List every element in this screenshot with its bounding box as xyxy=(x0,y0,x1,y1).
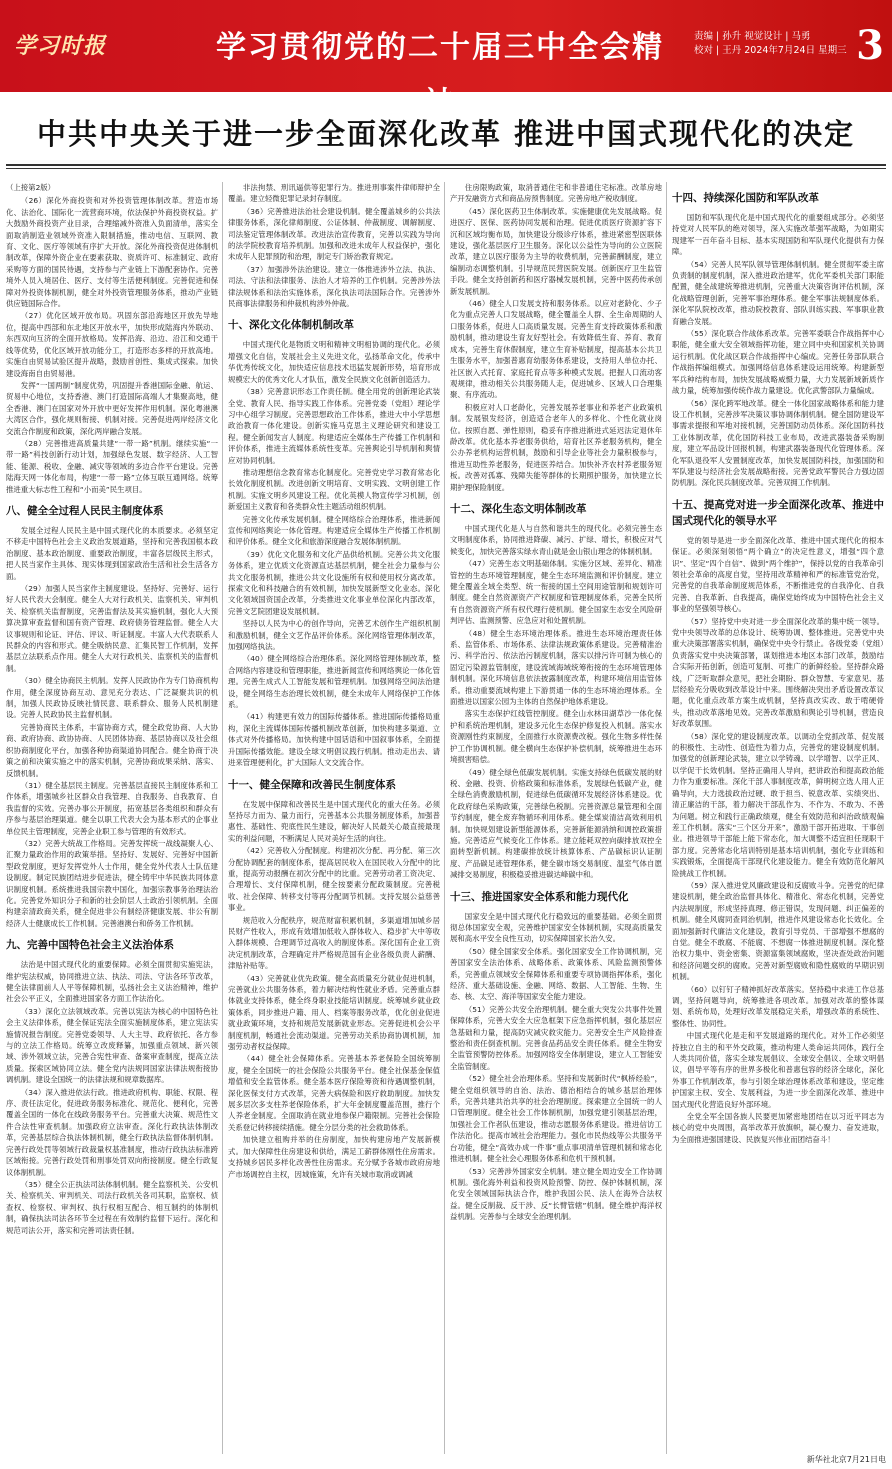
paragraph: （51）完善公共安全治理机制。健全重大突发公共事件处置保障体系，完善大安全大应急框架下应急指挥机制，强化基层应急基础和力量，提高防灾减灾救灾能力。完善安全生产风险排查整治和责任倒查机制。完善食品药品安全责任体系。健全生物安全监管预警防控体系。加强网络安全体制建设，建立人工智能安全监管制度。 xyxy=(450,1004,662,1071)
paragraph: 推动理想信念教育常态化制度化。完善党史学习教育常态化长效化制度机制。改进创新文明培育、文明实践、文明创建工作机制。实施文明乡风建设工程。优化英模人物宣传学习机制，创新爱国主义教育和各类群众性主题活动组织机制。 xyxy=(228,467,440,512)
paragraph: （49）健全绿色低碳发展机制。实施支持绿色低碳发展的财税、金融、投资、价格政策和标准体系，发展绿色低碳产业，健全绿色消费激励机制，促进绿色低碳循环发展经济体系建设。优化政府绿色采购政策，完善绿色税制。完善资源总量管理和全面节约制度，健全废弃物循环利用体系。健全煤炭清洁高效利用机制。加快规划建设新型能源体系，完善新能源消纳和调控政策措施。完善适应气候变化工作体系。建立能耗双控向碳排放双控全面转型新机制。构建碳排放统计核算体系、产品碳标识认证制度、产品碳足迹管理体系，健全碳市场交易制度、温室气体自愿减排交易制度，积极稳妥推进碳达峰碳中和。 xyxy=(450,767,662,880)
column-4 xyxy=(672,182,884,1454)
paragraph: 住房限购政策，取消普通住宅和非普通住宅标准。改革房地产开发融资方式和商品房预售制度。完善房地产税收制度。 xyxy=(450,183,662,204)
paragraph: （56）深化跨军地改革。健全一体化国家战略体系和能力建设工作机制，完善涉军决策议事协调体制机制。健全国防建设军事需求提报和军地对接机制，完善国防动员体系。深化国防科技工业体制改革，优化国防科技工业布局，改进武器装备采购制度，建立军品设计回报机制，构建武器装备现代化管理体系。深化军队退役军人安置制度改革，加快发展国防科技，加强国防和军队建设与经济社会发展战略衔接。完善党政军警民合力强边固防机制。深化民兵制度改革。完善双拥工作机制。 xyxy=(672,398,884,488)
masthead-band xyxy=(0,0,892,121)
section-heading: 十一、健全保障和改善民生制度体系 xyxy=(228,778,396,791)
paragraph: 国防和军队现代化是中国式现代化的重要组成部分。必须坚持党对人民军队的绝对领导，深入实施改革强军战略，为如期实现建军一百年奋斗目标、基本实现国防和军队现代化提供有力保障。 xyxy=(672,213,884,257)
paragraph: （50）健全国家安全体系。强化国家安全工作协调机制，完善国家安全法治体系、战略体系、政策体系、风险监测预警体系，完善重点领域安全保障体系和重要专项协调指挥体系，强化经济、重大基础设施、金融、网络、数据、人工智能、生物、生态、核、太空、海洋等国家安全能力建设。 xyxy=(450,946,662,1002)
title-rule-bottom xyxy=(6,168,886,169)
page-number: 3 xyxy=(856,22,884,69)
section-heading: 十四、持续深化国防和军队改革 xyxy=(672,192,819,204)
paragraph: 坚持以人民为中心的创作导向，完善艺术创作生产组织机制和激励机制，健全文艺作品评价体系。深化网络管理体制改革，加强网络执法。 xyxy=(228,619,440,652)
paragraph: （44）健全社会保障体系。完善基本养老保险全国统筹制度，健全全国统一的社会保险公共服务平台。健全社保基金保值增值和安全监管体系。健全基本医疗保险筹资和待遇调整机制，深化医保支付方式改革，完善大病保险和医疗救助制度。加快发展多层次多支柱养老保险体系，扩大年金制度覆盖范围，推行个人养老金制度。全面取消在就业地参保户籍限制。完善社会保险关系登记转移接续措施。健全分层分类的社会救助体系。 xyxy=(228,1054,440,1132)
paragraph: 发展全过程人民民主是中国式现代化的本质要求。必须坚定不移走中国特色社会主义政治发展道路，坚持和完善我国根本政治制度、基本政治制度、重要政治制度，丰富各层级民主形式，把人民当家作主具体、现实体现到国家政治生活和社会生活各方面。 xyxy=(6,525,218,581)
edition-meta xyxy=(694,30,854,58)
column-1 xyxy=(6,182,218,1454)
section-heading: 十三、推进国家安全体系和能力现代化 xyxy=(450,890,629,903)
paragraph: 中国式现代化是走和平发展道路的现代化。对外工作必须坚持独立自主的和平外交政策，推动构建人类命运共同体，践行全人类共同价值，落实全球发展倡议、全球安全倡议、全球文明倡议，倡导平等有序的世界多极化和普惠包容的经济全球化，深化外事工作机制改革，参与引领全球治理体系改革和建设，坚定维护国家主权、安全、发展利益，为进一步全面深化改革、推进中国式现代化营造良好外部环境。 xyxy=(672,1031,884,1109)
paragraph: （35）健全公正执法司法体制机制。健全监察机关、公安机关、检察机关、审判机关、司法行政机关各司其职，监察权、侦查权、检察权、审判权、执行权相互配合、相互制约的体制机制，确保执法司法各环节全过程在有效制约监督下运行。深化和规范司法公开，落实和完善司法责任制。 xyxy=(6,1179,218,1235)
section-heading: 十五、提高党对进一步全面深化改革、推进中国式现代化的领导水平 xyxy=(672,498,884,527)
paragraph: 党的领导是进一步全面深化改革、推进中国式现代化的根本保证。必须深刻领悟“两个确立”的决定性意义，增强“四个意识”、坚定“四个自信”、做到“两个维护”，保持以党的自我革命引领社会革命的高度自觉，坚持用改革精神和严的标准管党治党，完善党的自我革命制度规范体系，不断推进党的自我净化、自我完善、自我革新、自我提高，确保党始终成为中国特色社会主义事业的坚强领导核心。 xyxy=(672,535,884,614)
paragraph: （47）完善生态文明基础体制。实施分区域、差异化、精准管控的生态环境管理制度，健全生态环境监测和评价制度。建立健全覆盖全域全类型、统一衔接的国土空间用途管制和规划许可制度。健全自然资源资产产权制度和管理制度体系，完善全民所有自然资源资产所有权代理行使机制。健全国家生态安全风险研判评估、监测预警、应急应对和处置机制。 xyxy=(450,559,662,626)
paragraph: （43）完善就业优先政策。健全高质量充分就业促进机制，完善就业公共服务体系，着力解决结构性就业矛盾。完善重点群体就业支持体系，健全终身职业技能培训制度。统筹城乡就业政策体系，同步推进户籍、用人、档案等服务改革，优化创业促进就业政策环境，支持和规范发展新就业形态。完善促进机会公平制度机制，畅通社会流动渠道。完善劳动关系协商协调机制，加强劳动者权益保障。 xyxy=(228,973,440,1052)
paragraph: （41）构建更有效力的国际传播体系。推进国际传播格局重构，深化主流媒体国际传播机制改革创新，加快构建多渠道、立体式对外传播格局。加快构建中国话语和中国叙事体系，全面提升国际传播效能。建设全球文明倡议践行机制。推动走出去、请进来管理便利化，扩大国际人文交流合作。 xyxy=(228,712,440,768)
paragraph: （39）优化文化服务和文化产品供给机制。完善公共文化服务体系，建立优质文化资源直达基层机制，健全社会力量参与公共文化服务机制，推进公共文化设施所有权和使用权分离改革。探索文化和科技融合的有效机制，加快发展新型文化业态。深化文化领域国资国企改革，分类推进文化事业单位深化内部改革，完善文艺院团建设发展机制。 xyxy=(228,549,440,616)
paragraph: （45）深化医药卫生体制改革。实施健康优先发展战略。促进医疗、医保、医药协同发展和治理。促进优质医疗资源扩容下沉和区域均衡布局，加快建设分级诊疗体系，推进紧密型医联体建设，强化基层医疗卫生服务。深化以公益性为导向的公立医院改革，建立以医疗服务为主导的收费机制，完善薪酬制度，建立编制动态调整机制。引导规范民营医院发展。创新医疗卫生监管手段。健全支持创新药和医疗器械发展机制，完善中医药传承创新发展机制。 xyxy=(450,206,662,296)
paragraph: 国家安全是中国式现代化行稳致远的重要基础。必须全面贯彻总体国家安全观，完善维护国家安全体制机制，实现高质量发展和高水平安全良性互动，切实保障国家长治久安。 xyxy=(450,911,662,944)
paragraph: 完善协商民主体系，丰富协商方式，健全政党协商、人大协商、政府协商、政协协商、人民团体协商、基层协商以及社会组织协商制度化平台，加强各种协商渠道协同配合。健全协商于决策之前和决策实施之中的落实机制，完善协商成果采纳、落实、反馈机制。 xyxy=(6,722,218,778)
paragraph: 规范收入分配秩序，规范财富积累机制，多渠道增加城乡居民财产性收入，形成有效增加低收入群体收入、稳步扩大中等收入群体规模、合理调节过高收入的制度体系。深化国有企业工资决定机制改革，合理确定并严格规范国有企业各级负责人薪酬、津贴补贴等。 xyxy=(228,915,440,971)
continued-note: （上接第2版） xyxy=(6,183,56,192)
paragraph: （38）完善意识形态工作责任制。健全用党的创新理论武装全党、教育人民、指导实践工作体系。完善党委（党组）理论学习中心组学习制度。完善思想政治工作体系，推进大中小学思想政治教育一体化建设。创新实施马克思主义理论研究和建设工程。健全新闻发言人制度。构建适应全媒体生产传播工作机制和评价体系，推进主流媒体系统性变革。完善舆论引导机制和舆情应对协同机制。 xyxy=(228,387,440,465)
paragraph: （46）健全人口发展支持和服务体系。以应对老龄化、少子化为重点完善人口发展战略，健全覆盖全人群、全生命周期的人口服务体系，促进人口高质量发展。完善生育支持政策体系和激励机制，推动建设生育友好型社会。有效降低生育、养育、教育成本，完善生育休假制度，建立生育补贴制度，提高基本公共卫生服务水平，加强普惠育幼服务体系建设，支持用人单位办托、社区嵌入式托育、家庭托育点等多种模式发展。把握人口流动客观规律，推动相关公共服务随人走，促进城乡、区域人口合理集聚、有序流动。 xyxy=(450,299,662,400)
paragraph: （30）健全协商民主机制。发挥人民政协作为专门协商机构作用，健全深度协商互动、意见充分表达、广泛凝聚共识的机制，加强人民政协反映社情民意、联系群众、服务人民机制建设。完善人民政协民主监督机制。 xyxy=(6,676,218,720)
paragraph: 全党全军全国各族人民要更加紧密地团结在以习近平同志为核心的党中央周围，高举改革开放旗帜，凝心聚力、奋发进取，为全面推进强国建设、民族复兴伟业而团结奋斗！ xyxy=(672,1112,884,1144)
paragraph: （48）健全生态环境治理体系。推进生态环境治理责任体系、监管体系、市场体系、法律法规政策体系建设。完善精准治污、科学治污、依法治污制度机制，落实以排污许可制为核心的固定污染源监管制度，建设流域海域统筹衔接的生态环境管理体制机制。深化环境信息依法披露制度改革，构建环境信用监管体系。推动重要流域构建上下游贯通一体的生态环境治理体系。全面推进以国家公园为主体的自然保护地体系建设。 xyxy=(450,628,662,707)
paragraph: 中国式现代化是物质文明和精神文明相协调的现代化。必须增强文化自信，发展社会主义先进文化，弘扬革命文化，传承中华优秀传统文化，加快适应信息技术迅猛发展新形势，培育形成规模宏大的优秀文化人才队伍，激发全民族文化创新创造活力。 xyxy=(228,340,440,384)
section-heading: 十二、深化生态文明体制改革 xyxy=(450,502,587,515)
paragraph: 在发展中保障和改善民生是中国式现代化的重大任务。必须坚持尽力而为、量力而行，完善基本公共服务制度体系，加强普惠性、基础性、兜底性民生建设，解决好人民最关心最直接最现实的利益问题，不断满足人民对美好生活的向往。 xyxy=(228,799,440,843)
article-body xyxy=(6,182,886,1454)
newspaper-logo: 学习时报 xyxy=(14,33,107,59)
paragraph: （58）深化党的建设制度改革。以调动全党抓改革、促发展的积极性、主动性、创造性为着力点，完善党的建设制度机制。加强党的创新理论武装，建立以学铸魂、以学增智、以学正风、以学促干长效机制。坚持正确用人导向，把讲政治和提高政治能力作为重要标准。深化干部人事制度改革，鲜明树立选人用人正确导向，大力选拔政治过硬、敢于担当、锐意改革、实绩突出、清正廉洁的干部，着力解决干部乱作为、不作为、不敢为、不善为问题。树立和践行正确政绩观，健全有效防范和纠治政绩观偏差工作机制。落实“三个区分开来”，激励干部开拓进取、干事创业。推进领导干部能上能下常态化，加大调整不适宜担任现职干部力度。完善常态化培训特别是基本培训机制，强化专业训练和实践锻炼，全面提高干部现代化建设能力。健全有效防范化解风险挑战工作机制。 xyxy=(672,731,884,878)
paragraph: （32）完善大统战工作格局。完善发挥统一战线凝聚人心、汇聚力量政治作用的政策举措。坚持好、发展好、完善好中国新型政党制度，更好发挥党外人士作用，健全党外代表人士队伍建设制度。制定民族团结进步促进法，健全铸牢中华民族共同体意识制度机制。系统推进我国宗教中国化，加强宗教事务治理法治化。完善党外知识分子和新的社会阶层人士政治引领机制。全面构建亲清政商关系，健全促进非公有制经济健康发展、非公有制经济人士健康成长工作机制。完善港澳台和侨务工作机制。 xyxy=(6,838,218,928)
title-rule-top xyxy=(6,164,886,166)
paragraph: 非法拘禁、刑讯逼供等犯罪行为。推进刑事案件律师辩护全覆盖。建立轻微犯罪记录封存制度。 xyxy=(228,183,440,204)
paragraph: （42）完善收入分配制度。构建初次分配、再分配、第三次分配协调配套的制度体系，提高居民收入在国民收入分配中的比重，提高劳动报酬在初次分配中的比重。完善劳动者工资决定、合理增长、支付保障机制，健全按要素分配政策制度。完善税收、社会保障、转移支付等再分配调节机制。支持发展公益慈善事业。 xyxy=(228,846,440,913)
editor-line: 责编 | 孙升 视觉设计 | 马勇 xyxy=(694,31,811,42)
paragraph: （59）深入推进党风廉政建设和反腐败斗争。完善党的纪律建设机制，健全政治监督具体化、精准化、常态化机制，完善党内法规制度，形成坚持真理、修正错误，发现问题、纠正偏差的机制。健全风腐同查同治机制，推进作风建设常态化长效化。全面加强新时代廉洁文化建设，教育引导党员、干部增强不想腐的自觉。健全不敢腐、不能腐、不想腐一体推进制度机制。深化整治权力集中、资金密集、资源富集领域腐败，坚决查处政治问题和经济问题交织的腐败。完善对新型腐败和隐性腐败的早期识别机制。 xyxy=(672,880,884,982)
section-heading: 八、健全全过程人民民主制度体系 xyxy=(6,504,164,517)
paragraph: （28）完善推进高质量共建“一带一路”机制。继续实施“一带一路”科技创新行动计划，加强绿色发展、数字经济、人工智能、能源、税收、金融、减灾等领域的多边合作平台建设。完善陆海天网一体化布局，构建“一带一路”立体互联互通网络。统筹推进重大标志性工程和“小而美”民生项目。 xyxy=(6,438,218,494)
paragraph: （37）加强涉外法治建设。建立一体推进涉外立法、执法、司法、守法和法律服务、法治人才培养的工作机制。完善涉外法律法规体系和法治实施体系，深化执法司法国际合作。完善涉外民商事法律服务和仲裁机构涉外仲裁。 xyxy=(228,264,440,309)
paragraph: （54）完善人民军队领导管理体制机制。健全贯彻军委主席负责制的制度机制，深入推进政治建军，优化军委机关部门职能配置，健全战建统筹推进机制，完善重大决策咨询评估机制，深化战略管理创新，完善军事治理体系。健全军事法规制度体系。深化军队院校改革，推动院校教育、部队训练实践、军事职业教育融合发展。 xyxy=(672,259,884,326)
paragraph: 法治是中国式现代化的重要保障。必须全面贯彻实施宪法，维护宪法权威，协同推进立法、执法、司法、守法各环节改革，健全法律面前人人平等保障机制，弘扬社会主义法治精神，维护社会公平正义，全面推进国家各方面工作法治化。 xyxy=(6,960,218,1004)
section-heading: 十、深化文化体制机制改革 xyxy=(228,319,354,332)
paragraph: （57）坚持党中央对进一步全面深化改革的集中统一领导。党中央领导改革的总体设计、统筹协调、整体推进。完善党中央重大决策部署落实机制，确保党中央令行禁止。各级党委（党组）负责落实党中央决策部署，谋划推进本地区本部门改革，鼓励结合实际开拓创新，创造可复制、可推广的新鲜经验。坚持群众路线，广泛听取群众意见，把社会期盼、群众智慧、专家意见、基层经验充分吸收到改革设计中来。围绕解决突出矛盾设置改革议题，优化重点改革方案生成机制，坚持真改实改、敢于啃硬骨头，推动改革落地见效。完善改革激励和舆论引导机制，营造良好改革氛围。 xyxy=(672,616,884,729)
paragraph: 加快建立租购并举的住房制度，加快构建房地产发展新模式。加大保障性住房建设和供给，满足工薪群体刚性住房需求。支持城乡居民多样化改善性住房需求。充分赋予各城市政府房地产市场调控自主权，因城施策，允许有关城市取消或调减 xyxy=(228,1135,440,1179)
section-heading: 九、完善中国特色社会主义法治体系 xyxy=(6,939,174,952)
date-line: 校对 | 王丹 2024年7月24日 星期三 xyxy=(694,45,847,56)
paragraph: （40）健全网络综合治理体系。深化网络管理体制改革，整合网络内容建设和管理职能，推进新闻宣传和网络舆论一体化管理。完善生成式人工智能发展和管理机制。加强网络空间法治建设，健全网络生态治理长效机制，健全未成年人网络保护工作体系。 xyxy=(228,654,440,710)
paragraph: 落实生态保护红线管控制度。健全山水林田湖草沙一体化保护和系统治理机制，建设多元化生态保护修复投入机制。落实水资源刚性约束制度，全面推行水资源费改税。强化生物多样性保护工作协调机制。健全横向生态保护补偿机制，统筹推进生态环境损害赔偿。 xyxy=(450,709,662,765)
paragraph: （53）完善涉外国家安全机制。建立健全周边安全工作协调机制。强化海外利益和投资风险预警、防控、保护体制机制，深化安全领域国际执法合作，维护我国公民、法人在海外合法权益。健全反制裁、反干涉、反“长臂管辖”机制。健全维护海洋权益机制。完善参与全球安全治理机制。 xyxy=(450,1166,662,1222)
paragraph: 完善文化传承发展机制。健全网络综合治理体系，推进新闻宣传和网络舆论一体化管理。构建适应全媒体生产传播工作机制和评价体系。健全文化和旅游深度融合发展体制机制。 xyxy=(228,514,440,547)
section-banner: 学习贯彻党的二十届三中全会精神 xyxy=(216,30,664,121)
paragraph: 发挥“一国两制”制度优势，巩固提升香港国际金融、航运、贸易中心地位，支持香港、澳门打造国际高端人才集聚高地，健全香港、澳门在国家对外开放中更好发挥作用机制。深化粤港澳大湾区合作，强化规则衔接、机制对接。完善促进两岸经济文化交流合作制度和政策，深化两岸融合发展。 xyxy=(6,380,218,436)
paragraph: 中国式现代化是人与自然和谐共生的现代化。必须完善生态文明制度体系，协同推进降碳、减污、扩绿、增长，积极应对气候变化，加快完善落实绿水青山就是金山银山理念的体制机制。 xyxy=(450,523,662,556)
paragraph: （26）深化外商投资和对外投资管理体制改革。营造市场化、法治化、国际化一流营商环境，依法保护外商投资权益。扩大鼓励外商投资产业目录，合理缩减外资准入负面清单，落实全面取消制造业领域外资准入限制措施，推动电信、互联网、教育、文化、医疗等领域有序扩大开放。深化外商投资促进体制机制改革，保障外资企业在要素获取、资质许可、标准制定、政府采购等方面的国民待遇，支持参与产业链上下游配套协作。完善境外人员入境居住、医疗、支付等生活便利制度。完善促进和保障对外投资体制机制，健全对外投资管理服务体系，推动产业链供应链国际合作。 xyxy=(6,196,218,309)
page-title: 中共中央关于进一步全面深化改革 推进中国式现代化的决定 xyxy=(36,117,856,151)
paragraph: 积极应对人口老龄化，完善发展养老事业和养老产业政策机制。发展银发经济，创造适合老年人的多样化、个性化就业岗位。按照自愿、弹性原则，稳妥有序推进渐进式延迟法定退休年龄改革。优化基本养老服务供给，培育社区养老服务机构，健全公办养老机构运营机制，鼓励和引导企业等社会力量积极参与，推进互助性养老服务，促进医养结合。加快补齐农村养老服务短板。改善对孤寡、残障失能等群体的长期照护服务，加快建立长期护理保险制度。 xyxy=(450,402,662,492)
paragraph: （31）健全基层民主制度。完善基层直接民主制度体系和工作体系，增强城乡社区群众自我管理、自我服务、自我教育、自我监督的实效。完善办事公开制度，拓宽基层各类组织和群众有序参与基层治理渠道。健全以职工代表大会为基本形式的企事业单位民主管理制度，完善企业职工参与管理的有效形式。 xyxy=(6,780,218,836)
paragraph: （34）深入推进依法行政。推进政府机构、职能、权限、程序、责任法定化，促进政务服务标准化、规范化、便利化，完善覆盖全国的一体化在线政务服务平台。完善重大决策、规范性文件合法性审查机制。加强政府立法审查。深化行政执法体制改革，完善基层综合执法体制机制，健全行政执法监督体制机制。完善行政处罚等领域行政裁量权基准制度，推动行政执法标准跨区域衔接。完善行政处罚和刑事处罚双向衔接制度。健全行政复议体制机制。 xyxy=(6,1087,218,1177)
paragraph: （55）深化联合作战体系改革。完善军委联合作战指挥中心职能，健全重大安全领域指挥功能，建立同中央和国家机关协调运行机制。优化战区联合作战指挥中心编成。完善任务部队联合作战指挥编组模式。加强网络信息体系建设运用统筹。构建新型军兵种结构布局，加快发展战略威慑力量，大力发展新域新质作战力量，统筹加强传统作战力量建设。优化武警部队力量编成。 xyxy=(672,329,884,396)
paragraph: （52）健全社会治理体系。坚持和发展新时代“枫桥经验”，健全党组织领导的自治、法治、德治相结合的城乡基层治理体系，完善共建共治共享的社会治理制度。探索建立全国统一的人口管理制度。健全社会工作体制机制，加强党建引领基层治理，加强社会工作者队伍建设，推动志愿服务体系建设。推进信访工作法治化。提高市域社会治理能力。强化市民热线等公共服务平台功能，健全“高效办成一件事”重点事项清单管理机制和常态化推进机制。健全社会心理服务体系和危机干预机制。 xyxy=(450,1074,662,1164)
column-2 xyxy=(228,182,440,1454)
dateline-credit: 新华社北京7月21日电 xyxy=(806,1455,886,1464)
paragraph: （60）以钉钉子精神抓好改革落实。坚持稳中求进工作总基调，坚持问题导向，统筹推进各项改革。加强对改革的整体谋划、系统布局，处理好改革发展稳定关系，增强改革的系统性、整体性、协同性。 xyxy=(672,984,884,1028)
paragraph: （27）优化区域开放布局。巩固东部沿海地区开放先导地位，提高中西部和东北地区开放水平，加快形成陆海内外联动、东西双向互济的全面开放格局。发挥沿海、沿边、沿江和交通干线等优势，优化区域开放功能分工，打造形态多样的开放高地。实施自由贸易试验区提升战略，鼓励首创性、集成式探索。加快建设海南自由贸易港。 xyxy=(6,311,218,378)
paragraph: （29）加强人民当家作主制度建设。坚持好、完善好、运行好人民代表大会制度。健全人大对行政机关、监察机关、审判机关、检察机关监督制度，完善监督法及其实施机制，强化人大预算决算审查监督和国有资产管理、政府债务管理监督。健全人大议事规则和论证、评估、评议、听证制度。丰富人大代表联系人民群众的内容和形式。健全吸纳民意、汇集民智工作机制，发挥基层立法联系点作用。健全人大对行政机关、监察机关的监督机制。 xyxy=(6,584,218,673)
column-3 xyxy=(450,182,662,1454)
paragraph: （33）深化立法领域改革。完善以宪法为核心的中国特色社会主义法律体系，健全保证宪法全面实施制度体系，建立宪法实施情况报告制度。完善党委领导、人大主导、政府依托、各方参与的立法工作格局。统筹立改废释纂，加强重点领域、新兴领域、涉外领域立法，完善合宪性审查、备案审查制度，提高立法质量。探索区域协同立法。健全党内法规同国家法律法规衔接协调机制。建设全国统一的法律法规和规章数据库。 xyxy=(6,1006,218,1085)
paragraph: （36）完善推进法治社会建设机制。健全覆盖城乡的公共法律服务体系，深化律师制度、公证体制、仲裁制度、调解制度、司法鉴定管理体制改革。改进法治宣传教育，完善以实践为导向的法学院校教育培养机制。加强和改进未成年人权益保护，强化未成年人犯罪预防和治理，制定专门矫治教育规定。 xyxy=(228,206,440,262)
